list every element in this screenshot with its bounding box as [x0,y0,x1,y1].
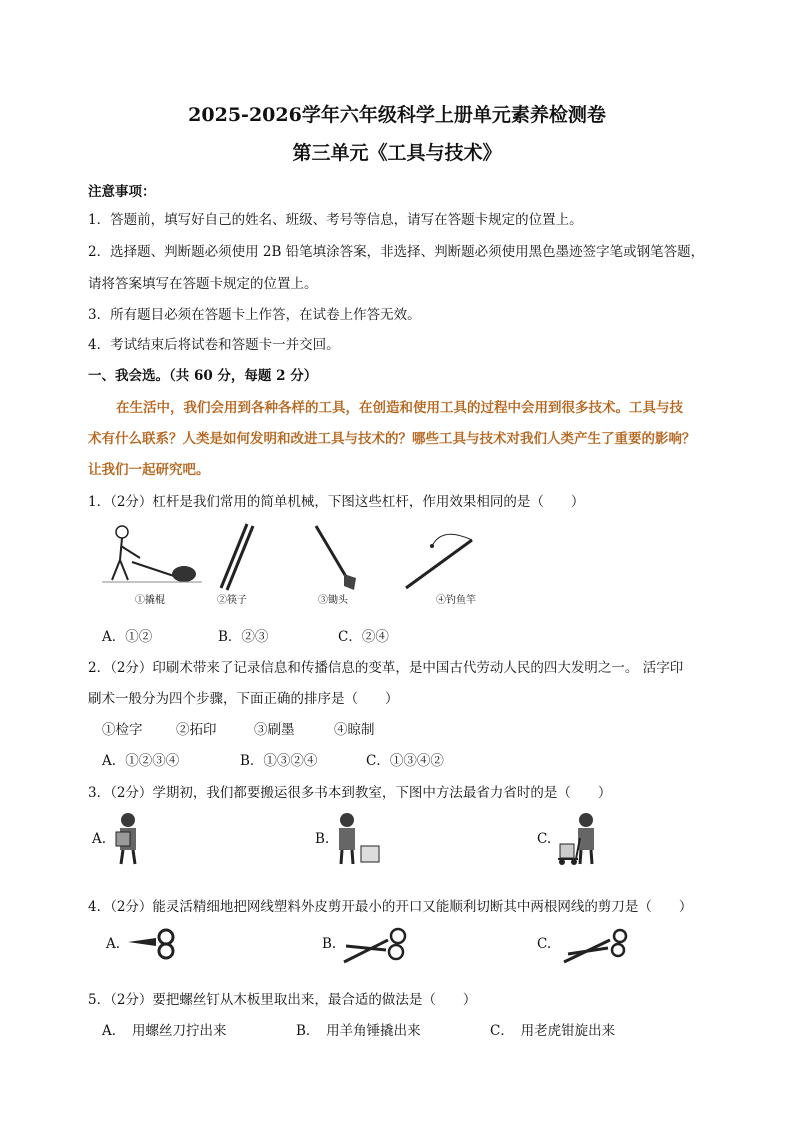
exam-title: 2025-2026学年六年级科学上册单元素养检测卷 [188,104,606,126]
note-item-2: 2．选择题、判断题必须使用 2B 铅笔填涂答案，非选择、判断题必须使用黑色墨迹签字笔或钢笔答题， [88,244,705,260]
section-intro-line-3: 让我们一起研究吧。 [88,462,210,478]
question-1-text: 1．（2分）杠杆是我们常用的简单机械，下图这些杠杆，作用效果相同的是（ ） [88,494,585,510]
q3-label-b[interactable]: B. [315,831,330,847]
q5-option-c[interactable]: C． 用老虎钳旋出来 [490,1023,616,1039]
q2-step-2: ②拓印 [176,722,217,738]
child-with-trolley-figure [556,812,602,866]
q1-caption-2: ②筷子 [217,595,247,606]
q3-label-a[interactable]: A. [92,831,107,847]
q2-step-3: ③刷墨 [254,722,295,738]
fishing-rod-figure [402,526,482,592]
q3-label-c[interactable]: C. [537,831,552,847]
q1-caption-1: ①撬棍 [135,595,165,606]
notes-heading: 注意事项： [88,184,156,200]
chopsticks-figure [215,522,255,592]
question-3-text: 3．（2分）学期初，我们都要搬运很多书本到教室，下图中方法最省力省时的是（ ） [88,785,612,801]
question-2-text-line-1: 2．（2分）印刷术带来了记录信息和传播信息的变革，是中国古代劳动人民的四大发明之一。 活字印 [88,660,684,676]
question-5-text: 5．（2分）要把螺丝钉从木板里取出来，最合适的做法是（ ） [88,992,477,1008]
child-pushing-box-figure [333,812,383,866]
q1-option-c[interactable]: C．②④ [338,629,389,645]
scissors-a-figure [126,930,182,958]
q5-option-b[interactable]: B． 用羊角锤撬出来 [296,1023,421,1039]
section-intro-line-1: 在生活中，我们会用到各种各样的工具，在创造和使用工具的过程中会用到很多技术。工具与技 [116,400,683,416]
note-item-4: 4．考试结束后将试卷和答题卡一并交回。 [88,337,340,353]
note-item-3: 3．所有题目必须在答题卡上作答，在试卷上作答无效。 [88,307,421,323]
section-intro-line-2: 术有什么联系？人类是如何发明和改进工具与技术的？哪些工具与技术对我们人类产生了重要的影响？ [88,431,696,447]
q1-option-b[interactable]: B．②③ [218,629,269,645]
q1-caption-3: ③锄头 [318,595,348,606]
child-carrying-books-figure [110,812,146,866]
q4-label-b[interactable]: B. [322,936,337,952]
q4-label-c[interactable]: C. [537,936,552,952]
scissors-b-figure [340,926,410,966]
q2-option-b[interactable]: B．①③②④ [240,753,318,769]
q2-step-1: ①检字 [102,722,143,738]
scissors-c-figure [560,926,630,966]
question-4-text: 4．（2分）能灵活精细地把网线塑料外皮剪开最小的开口又能顺利切断其中两根网线的剪刀是（ ） [88,899,693,915]
q2-option-a[interactable]: A．①②③④ [102,753,180,769]
section-heading: 一、我会选。（共 60 分，每题 2 分） [88,368,318,384]
q1-caption-4: ④钓鱼竿 [436,595,476,606]
q5-option-a[interactable]: A． 用螺丝刀拧出来 [102,1023,227,1039]
question-2-text-line-2: 刷术一般分为四个步骤，下面正确的排序是（ ） [88,691,399,707]
note-item-2-cont: 请将答案填写在答题卡规定的位置上。 [88,276,318,292]
q2-option-c[interactable]: C．①③④② [366,753,444,769]
note-item-1: 1．答题前，填写好自己的姓名、班级、考号等信息，请写在答题卡规定的位置上。 [88,212,583,228]
unit-title: 第三单元《工具与技术》 [292,142,502,164]
q2-step-4: ④晾制 [334,722,375,738]
crowbar-figure [102,522,202,592]
hoe-figure [310,522,360,592]
q1-option-a[interactable]: A．①② [102,629,153,645]
q4-label-a[interactable]: A. [106,936,121,952]
